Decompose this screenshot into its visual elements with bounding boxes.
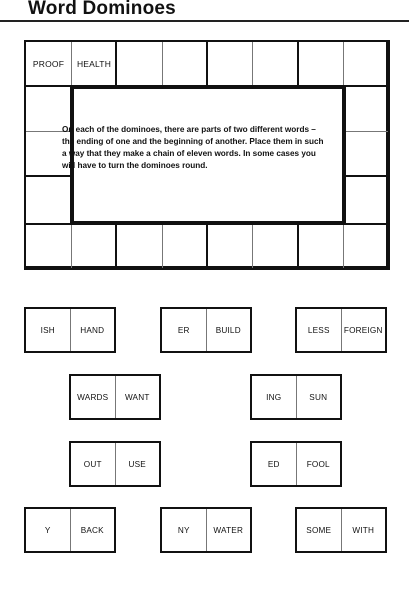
- domino-4-left: WARDS: [77, 392, 109, 402]
- domino-6-left: OUT: [83, 459, 102, 469]
- domino-3-right: FOREIGN: [341, 309, 386, 351]
- domino-9-right: WATER: [206, 509, 251, 551]
- board-slot-top-4-divider: [343, 42, 344, 85]
- title-divider: [0, 20, 409, 22]
- board-cell-proof: PROOF: [32, 58, 65, 69]
- domino-10[interactable]: [295, 507, 387, 553]
- domino-8[interactable]: [24, 507, 116, 553]
- instructions-text: On each of the dominoes, there are parts of two different words – the ending of one and the beginning of another. Place them in such a way that they make a chain of eleven words. In some cases you will have to turn the dominoes round.: [62, 125, 324, 170]
- domino-4-right: WANT: [115, 376, 160, 418]
- board-slot-bottom-1-divider: [71, 225, 72, 268]
- domino-7[interactable]: [250, 441, 342, 487]
- domino-7-right: FOOL: [296, 443, 341, 485]
- domino-5-left: ING: [266, 392, 282, 402]
- board-slot-bottom-3-divider: [252, 225, 253, 268]
- board-slot-left-2[interactable]: [24, 175, 72, 225]
- domino-9[interactable]: [160, 507, 252, 553]
- domino-6-right: USE: [115, 443, 160, 485]
- board-slot-bottom-2-divider: [162, 225, 163, 268]
- domino-1-left: ISH: [40, 325, 55, 335]
- domino-3[interactable]: [295, 307, 387, 353]
- domino-2-left: ER: [177, 325, 190, 335]
- board-slot-right-2[interactable]: [344, 175, 390, 225]
- domino-2-right: BUILD: [206, 309, 251, 351]
- domino-8-left: Y: [44, 525, 51, 535]
- board-cell-health: HEALTH: [71, 42, 116, 85]
- domino-5[interactable]: [250, 374, 342, 420]
- page-title: Word Dominoes: [28, 0, 176, 19]
- domino-3-left: LESS: [307, 325, 330, 335]
- board-slot-top-3-divider: [252, 42, 253, 85]
- domino-2[interactable]: [160, 307, 252, 353]
- domino-4[interactable]: [69, 374, 161, 420]
- domino-9-left: NY: [177, 525, 190, 535]
- domino-10-right: WITH: [341, 509, 386, 551]
- board-slot-bottom-4-divider: [343, 225, 344, 268]
- domino-7-left: ED: [267, 459, 280, 469]
- domino-6[interactable]: [69, 441, 161, 487]
- domino-1[interactable]: [24, 307, 116, 353]
- board-slot-top-2-divider: [162, 42, 163, 85]
- domino-8-right: BACK: [70, 509, 115, 551]
- board-slot-right-1-divider: [346, 131, 388, 132]
- domino-5-right: SUN: [296, 376, 341, 418]
- domino-10-left: SOME: [306, 525, 332, 535]
- domino-1-right: HAND: [70, 309, 115, 351]
